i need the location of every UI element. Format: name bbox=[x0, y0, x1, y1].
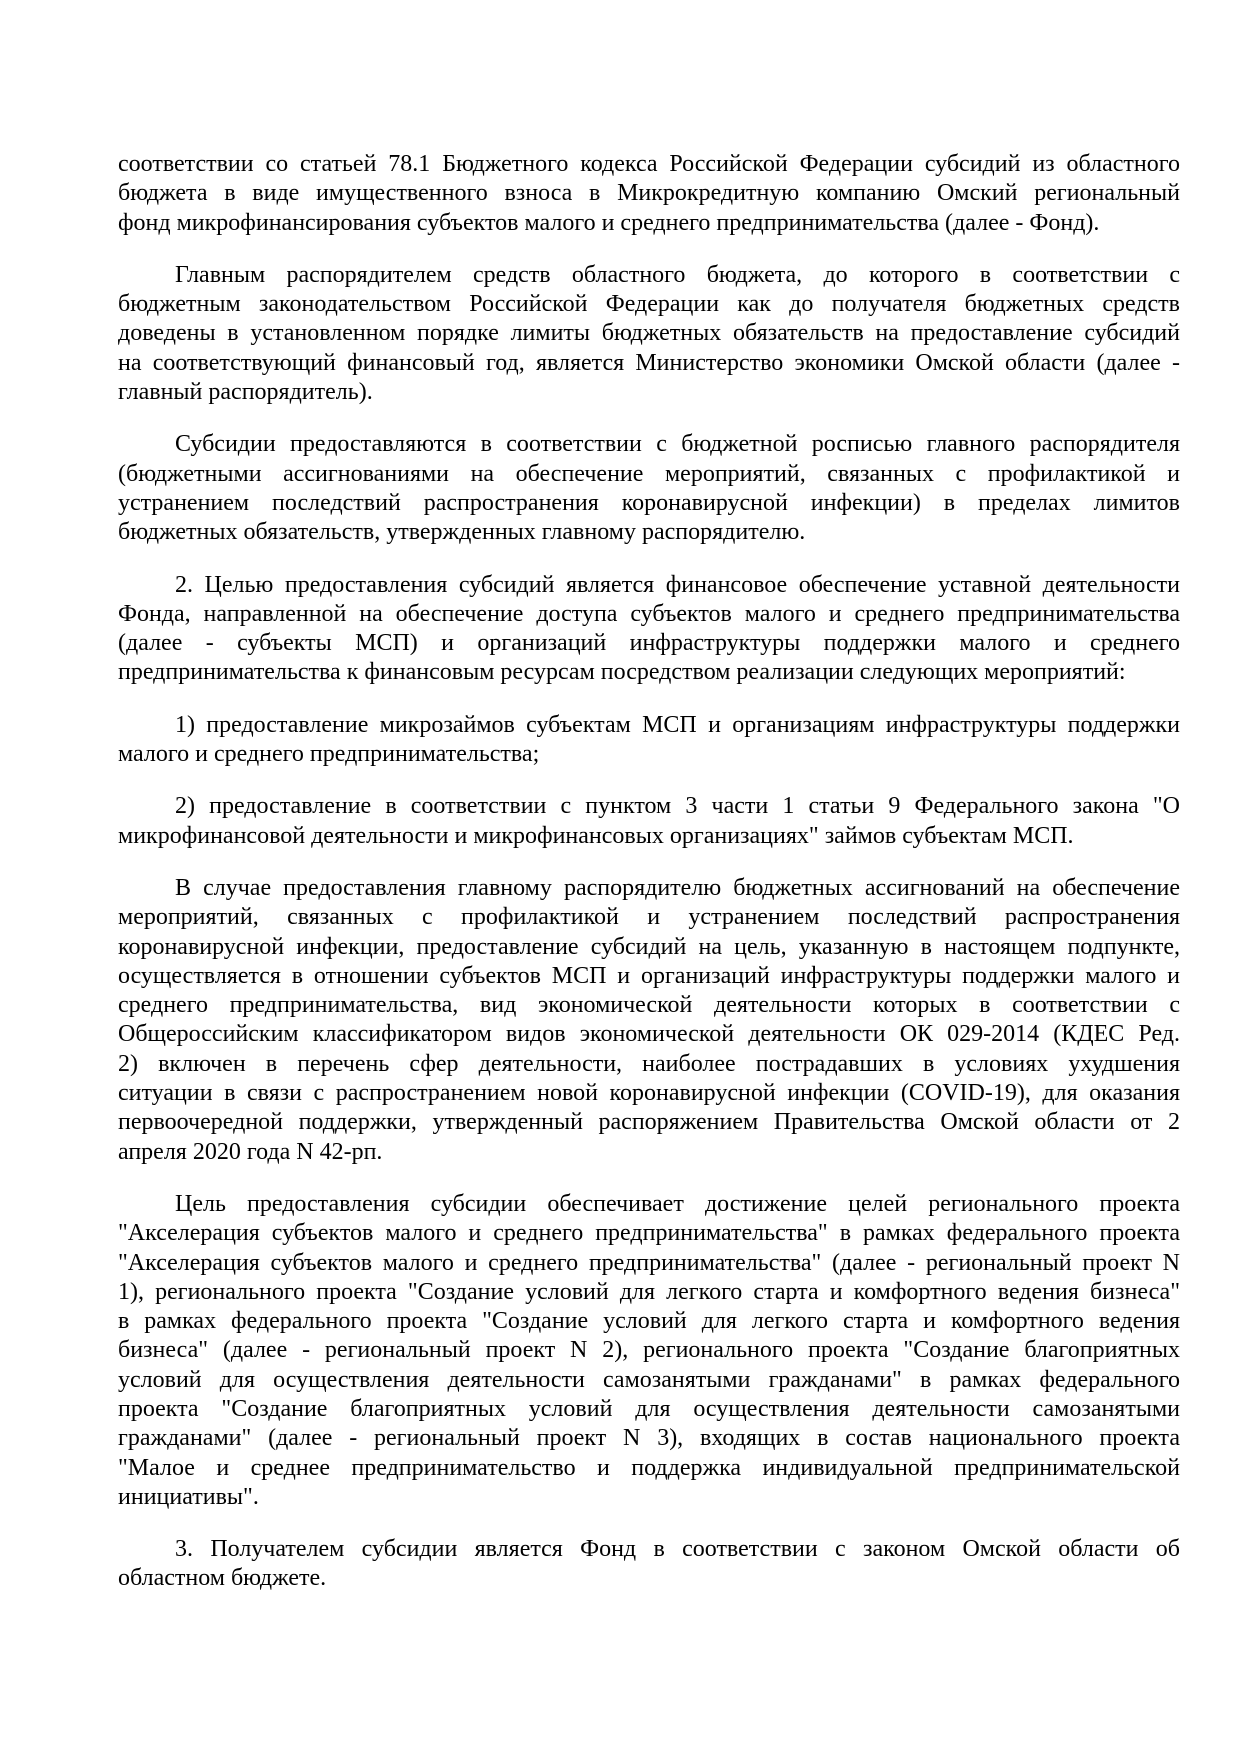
text-line: первоочередной поддержки, утвержденный распоряжением Правительства Омской области от 2 bbox=[118, 1109, 1180, 1136]
text-line: микрофинансовой деятельности и микрофинансовых организациях" займов субъектам МСП. bbox=[118, 822, 1074, 849]
paragraph bbox=[118, 261, 1180, 407]
text-line: коронавирусной инфекции, предоставление субсидий на цель, указанную в настоящем подпункте, bbox=[118, 933, 1180, 960]
text-line: мероприятий, связанных с профилактикой и устранением последствий распространения bbox=[118, 904, 1180, 931]
text-line: бюджетным законодательством Российской Федерации как до получателя бюджетных средств bbox=[118, 291, 1180, 318]
paragraph bbox=[118, 150, 1180, 238]
paragraph bbox=[118, 874, 1180, 1167]
text-line: устранением последствий распространения коронавирусной инфекции) в пределах лимитов bbox=[118, 489, 1180, 516]
text-line: 1) предоставление микрозаймов субъектам МСП и организациям инфраструктуры поддержки bbox=[175, 711, 1180, 738]
paragraph bbox=[118, 792, 1180, 851]
text-line: 3. Получателем субсидии является Фонд в соответствии с законом Омской области об bbox=[175, 1536, 1180, 1563]
text-line: В случае предоставления главному распорядителю бюджетных ассигнований на обеспечение bbox=[175, 874, 1180, 901]
text-line: осуществляется в отношении субъектов МСП и организаций инфраструктуры поддержки малого и bbox=[118, 962, 1180, 989]
paragraph bbox=[118, 711, 1180, 770]
paragraph bbox=[118, 430, 1180, 547]
text-line: ситуации в связи с распространением новой коронавирусной инфекции (COVID-19), для оказания bbox=[118, 1080, 1180, 1107]
text-line: фонд микрофинансирования субъектов малого и среднего предпринимательства (далее - Фонд). bbox=[118, 209, 1100, 236]
text-line: 2) предоставление в соответствии с пунктом 3 части 1 статьи 9 Федерального закона "О bbox=[175, 793, 1180, 820]
text-line: в рамках федерального проекта "Создание условий для легкого старта и комфортного ведения bbox=[118, 1308, 1180, 1335]
text-line: бюджетных обязательств, утвержденных главному распорядителю. bbox=[118, 519, 806, 546]
text-line: на соответствующий финансовый год, является Министерство экономики Омской области (далее - bbox=[118, 349, 1180, 376]
text-line: "Акселерация субъектов малого и среднего предпринимательства" в рамках федерального проекта bbox=[118, 1220, 1180, 1247]
text-line: Главным распорядителем средств областного бюджета, до которого в соответствии с bbox=[175, 261, 1180, 288]
text-line: областном бюджете. bbox=[118, 1565, 327, 1592]
paragraph bbox=[118, 1190, 1180, 1512]
paragraph bbox=[118, 571, 1180, 688]
text-line: соответствии со статьей 78.1 Бюджетного кодекса Российской Федерации субсидий из областного bbox=[118, 151, 1180, 177]
text-line: Общероссийским классификатором видов экономической деятельности ОК 029-2014 (КДЕС Ред. bbox=[118, 1021, 1180, 1048]
text-line: "Акселерация субъектов малого и среднего предпринимательства" (далее - региональный проект N bbox=[118, 1249, 1180, 1276]
document-page bbox=[118, 150, 1180, 1617]
text-line: 1), регионального проекта "Создание условий для легкого старта и комфортного ведения бизнеса" bbox=[118, 1278, 1180, 1305]
text-line: инициативы". bbox=[118, 1483, 259, 1510]
paragraph bbox=[118, 1535, 1180, 1594]
text-line: 2. Целью предоставления субсидий является финансовое обеспечение уставной деятельности bbox=[175, 571, 1180, 598]
text-line: (бюджетными ассигнованиями на обеспечение мероприятий, связанных с профилактикой и bbox=[118, 460, 1180, 487]
text-line: бюджета в виде имущественного взноса в Микрокредитную компанию Омский региональный bbox=[118, 180, 1180, 207]
text-line: гражданами" (далее - региональный проект N 3), входящих в состав национального проекта bbox=[118, 1425, 1180, 1452]
text-line: среднего предпринимательства, вид экономической деятельности которых в соответствии с bbox=[118, 992, 1180, 1019]
text-line: доведены в установленном порядке лимиты бюджетных обязательств на предоставление субсидий bbox=[118, 320, 1180, 347]
text-line: Субсидии предоставляются в соответствии с бюджетной росписью главного распорядителя bbox=[175, 431, 1180, 458]
text-line: Фонда, направленной на обеспечение доступа субъектов малого и среднего предпринимательства bbox=[118, 600, 1180, 627]
text-line: "Малое и среднее предпринимательство и поддержка индивидуальной предпринимательской bbox=[118, 1454, 1180, 1481]
text-line: бизнеса" (далее - региональный проект N 2), регионального проекта "Создание благоприятных bbox=[118, 1337, 1180, 1364]
text-line: (далее - субъекты МСП) и организаций инфраструктуры поддержки малого и среднего bbox=[118, 630, 1180, 657]
text-line: Цель предоставления субсидии обеспечивает достижение целей регионального проекта bbox=[175, 1190, 1180, 1217]
text-line: главный распорядитель). bbox=[118, 379, 373, 406]
text-line: малого и среднего предпринимательства; bbox=[118, 741, 540, 768]
text-line: 2) включен в перечень сфер деятельности, наиболее пострадавших в условиях ухудшения bbox=[118, 1050, 1180, 1077]
text-line: апреля 2020 года N 42-рп. bbox=[118, 1138, 383, 1165]
text-line: проекта "Создание благоприятных условий для осуществления деятельности самозанятыми bbox=[118, 1395, 1180, 1422]
text-line: предпринимательства к финансовым ресурсам посредством реализации следующих мероприятий: bbox=[118, 659, 1126, 686]
text-line: условий для осуществления деятельности самозанятыми гражданами" в рамках федерального bbox=[118, 1366, 1180, 1393]
